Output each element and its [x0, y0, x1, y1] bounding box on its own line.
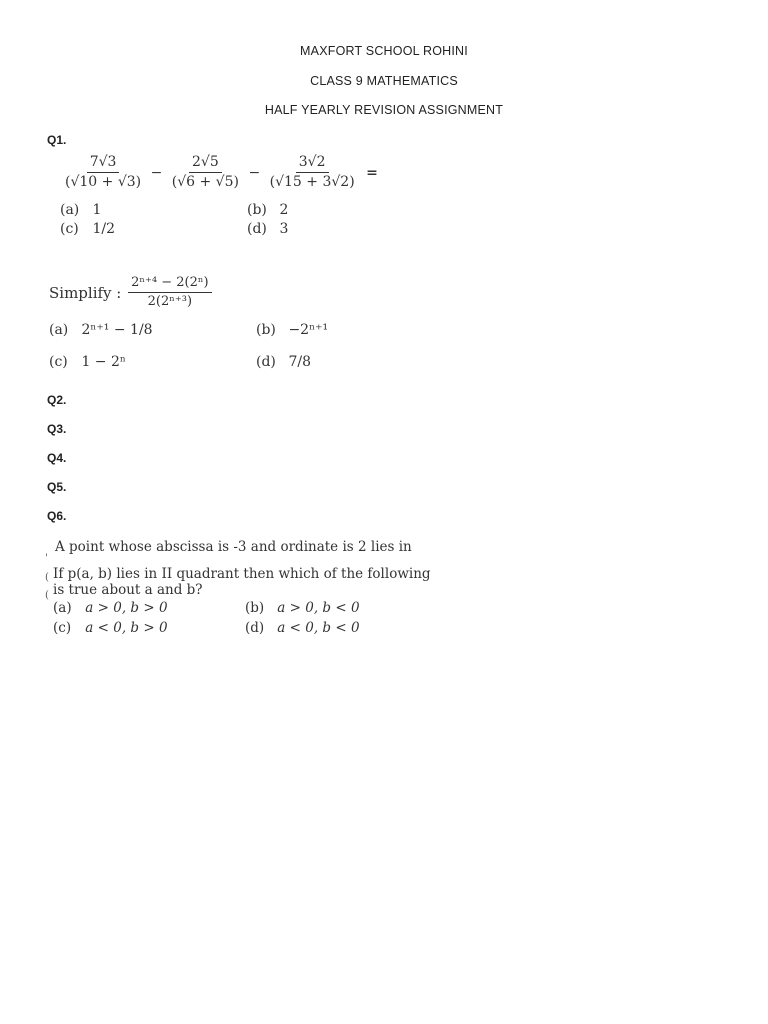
- q1-term1: [62, 155, 144, 191]
- q1-expression: [60, 155, 378, 191]
- q1-term1-numerator: 7√3: [87, 155, 120, 173]
- option-label: (b): [245, 600, 265, 616]
- q1-option-b: [247, 202, 288, 218]
- simplify-option-b: [256, 322, 328, 338]
- option-text: a < 0, b < 0: [277, 620, 360, 636]
- q4-label: Q4.: [47, 451, 67, 465]
- simplify-numerator: 2ⁿ⁺⁴ − 2(2ⁿ): [128, 276, 211, 293]
- option-label: (a): [60, 202, 80, 218]
- overlap-fragment: (: [45, 590, 49, 601]
- q6-option-d: [245, 620, 360, 636]
- school-name: MAXFORT SCHOOL ROHINI: [300, 44, 468, 58]
- simplify-option-d: [256, 354, 311, 370]
- equals-sign: =: [366, 164, 378, 181]
- option-label: (c): [49, 354, 68, 370]
- overlap-fragment: ': [45, 553, 48, 564]
- q6-option-b: [245, 600, 360, 616]
- option-text: −2ⁿ⁺¹: [288, 322, 329, 338]
- q1-term2-numerator: 2√5: [189, 155, 222, 173]
- option-label: (d): [256, 354, 276, 370]
- option-text: 2: [279, 202, 289, 218]
- option-text: a > 0, b < 0: [277, 600, 360, 616]
- q6-option-a: [53, 600, 168, 616]
- q1-option-a: [60, 202, 101, 218]
- option-label: (d): [245, 620, 265, 636]
- assignment-title: HALF YEARLY REVISION ASSIGNMENT: [264, 103, 504, 117]
- option-label: (b): [256, 322, 276, 338]
- q6-line-1: A point whose abscissa is -3 and ordinate is 2 lies in: [55, 539, 412, 555]
- q6-line-2: If p(a, b) lies in II quadrant then which of the following: [53, 566, 431, 582]
- option-text: 1/2: [92, 221, 115, 237]
- option-text: 1: [92, 202, 102, 218]
- q1-term2: [169, 155, 242, 191]
- q1-term3-numerator: 3√2: [296, 155, 329, 173]
- option-text: a > 0, b > 0: [85, 600, 168, 616]
- q1-label: Q1.: [47, 133, 67, 147]
- q5-label: Q5.: [47, 480, 67, 494]
- q1-term3: [267, 155, 358, 191]
- option-text: a < 0, b > 0: [85, 620, 168, 636]
- option-label: (d): [247, 221, 267, 237]
- q2-label: Q2.: [47, 393, 67, 407]
- option-text: 3: [279, 221, 289, 237]
- simplify-expression: [49, 276, 214, 310]
- minus-sign: −: [248, 164, 261, 181]
- q1-option-c: [60, 221, 115, 237]
- q1-term3-denominator: (√15 + 3√2): [269, 174, 355, 191]
- simplify-denominator: 2(2ⁿ⁺³): [147, 294, 193, 310]
- simplify-option-a: [49, 322, 153, 338]
- option-label: (a): [49, 322, 69, 338]
- simplify-prefix: Simplify :: [49, 283, 122, 302]
- option-text: 2ⁿ⁺¹ − 1/8: [81, 322, 153, 338]
- q6-line-3: is true about a and b?: [53, 582, 203, 598]
- simplify-option-c: [49, 354, 126, 370]
- option-text: 1 − 2ⁿ: [81, 354, 126, 370]
- q6-label: Q6.: [47, 509, 67, 523]
- q6-option-c: [53, 620, 168, 636]
- option-label: (c): [53, 620, 72, 636]
- option-label: (a): [53, 600, 72, 616]
- q1-option-d: [247, 221, 288, 237]
- option-label: (c): [60, 221, 79, 237]
- minus-sign: −: [150, 164, 163, 181]
- q3-label: Q3.: [47, 422, 67, 436]
- class-title: CLASS 9 MATHEMATICS: [310, 74, 458, 88]
- option-text: 7/8: [288, 354, 311, 370]
- q1-term2-denominator: (√6 + √5): [171, 174, 239, 191]
- q1-term1-denominator: (√10 + √3): [65, 174, 142, 191]
- option-label: (b): [247, 202, 267, 218]
- overlap-fragment: (: [45, 572, 49, 583]
- simplify-fraction: [128, 276, 211, 310]
